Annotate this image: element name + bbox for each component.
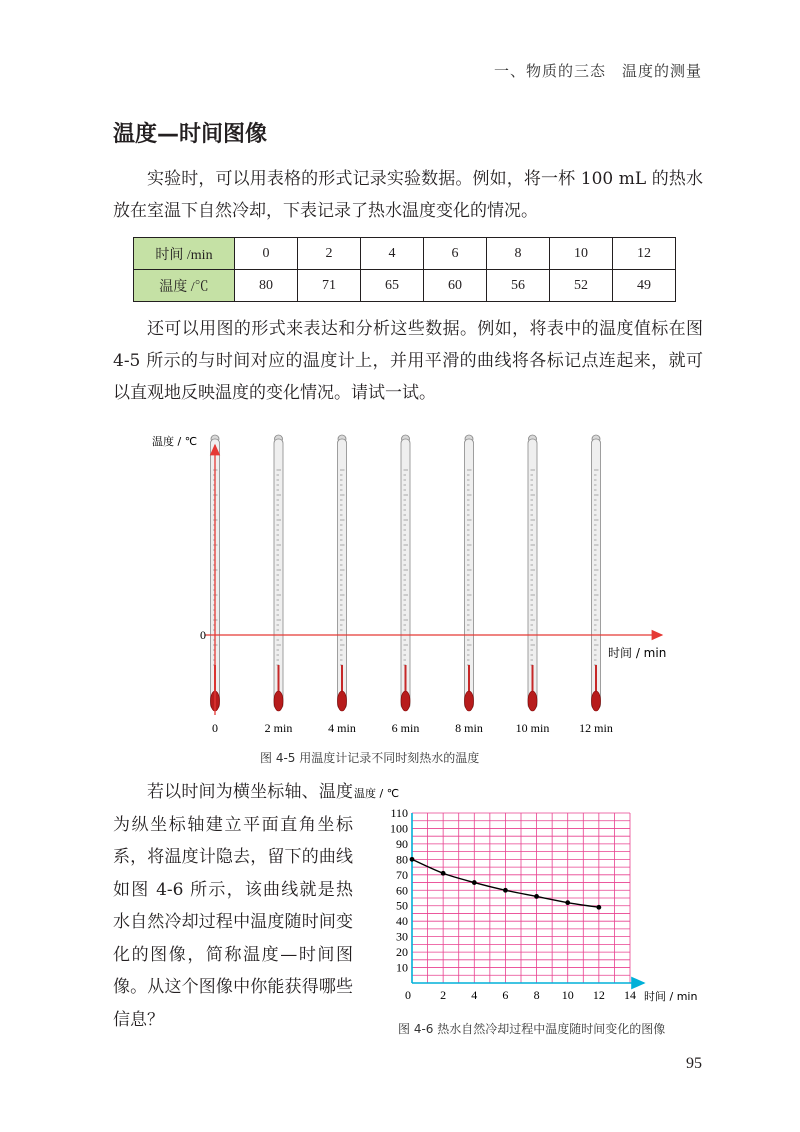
table-cell: 80 xyxy=(235,270,298,302)
thermometer-labels xyxy=(212,721,613,735)
y-tick-label: 80 xyxy=(396,852,408,867)
chart-grid xyxy=(412,813,630,983)
side-paragraph: 若以时间为横坐标轴、温度为纵坐标轴建立平面直角坐标系，将温度计隐去，留下的曲线如图 4-6 所示，该曲线就是热水自然冷却过程中温度随时间变化的图像，简称温度—时间图像。从这个图像中你能获得哪些信息？ xyxy=(113,782,353,1030)
y-axis-label: 温度 / ℃ xyxy=(152,435,198,448)
thermometer xyxy=(401,435,410,711)
table-cell: 71 xyxy=(298,270,361,302)
data-table xyxy=(133,237,676,302)
y-tick-label: 100 xyxy=(390,821,408,836)
thermometer-time-label: 0 xyxy=(212,721,218,735)
thermometer xyxy=(338,435,347,711)
y-tick-label: 50 xyxy=(396,898,408,913)
table-cell: 10 xyxy=(550,238,613,270)
thermometer-time-label: 4 min xyxy=(328,721,356,735)
table-cell: 6 xyxy=(424,238,487,270)
table-cell: 8 xyxy=(487,238,550,270)
table-cell: 12 xyxy=(613,238,676,270)
table-cell: 60 xyxy=(424,270,487,302)
intro-paragraph: 实验时，可以用表格的形式记录实验数据。例如，将一杯 100 mL 的热水放在室温下自然冷却，下表记录了热水温度变化的情况。 xyxy=(113,169,703,221)
x-tick-label: 8 xyxy=(533,988,540,1002)
chart-x-axis-label: 时间 / min xyxy=(644,990,698,1003)
data-point xyxy=(565,900,570,905)
thermometer xyxy=(465,435,474,711)
running-header: 一、物质的三态 温度的测量 xyxy=(493,62,702,80)
chart-y-axis-label: 温度 / ℃ xyxy=(354,787,400,800)
table-row-time xyxy=(134,238,676,270)
x-tick-label: 10 xyxy=(561,988,574,1002)
page-number: 95 xyxy=(686,1055,702,1072)
y-tick-label: 70 xyxy=(396,867,408,882)
thermometer xyxy=(528,435,537,711)
x-tick-label: 4 xyxy=(471,988,478,1002)
table-row-label: 时间 /min xyxy=(134,238,235,270)
section-title: 温度—时间图像 xyxy=(113,122,268,147)
table-cell: 49 xyxy=(613,270,676,302)
y-tick-label: 90 xyxy=(396,836,408,851)
x-tick-label: 6 xyxy=(502,988,509,1002)
x-tick-label: 0 xyxy=(405,988,411,1002)
second-paragraph: 还可以用图的形式来表达和分析这些数据。例如，将表中的温度值标在图 4-5 所示的与时间对应的温度计上，并用平滑的曲线将各标记点连起来，就可以直观地反映温度的变化情况。请试一试。 xyxy=(113,319,703,403)
y-tick-label: 30 xyxy=(396,929,408,944)
data-point xyxy=(441,871,446,876)
thermometer xyxy=(274,435,283,711)
figure-4-5 xyxy=(140,425,680,745)
data-point xyxy=(472,880,477,885)
thermometer-group xyxy=(211,435,601,711)
table-cell: 56 xyxy=(487,270,550,302)
table-row-label: 温度 /℃ xyxy=(134,270,235,302)
y-tick-label: 40 xyxy=(396,914,408,929)
data-point xyxy=(534,894,539,899)
table-cell: 52 xyxy=(550,270,613,302)
figure-4-6-caption: 图 4-6 热水自然冷却过程中温度随时间变化的图像 xyxy=(398,1022,666,1036)
x-tick-label: 12 xyxy=(592,988,605,1002)
thermometer-time-label: 10 min xyxy=(515,721,550,735)
thermometer xyxy=(592,435,601,711)
x-axis-label: 时间 / min xyxy=(608,646,667,660)
y-tick-labels xyxy=(390,806,408,975)
y-tick-label: 110 xyxy=(390,806,408,820)
figure-4-6-chart xyxy=(352,783,712,1013)
data-point xyxy=(410,857,415,862)
y-tick-label: 20 xyxy=(396,945,408,960)
y-tick-label: 10 xyxy=(396,960,408,975)
data-point xyxy=(503,888,508,893)
x-tick-label: 2 xyxy=(440,988,447,1002)
x-tick-labels xyxy=(405,988,636,1002)
thermometer-time-label: 8 min xyxy=(455,721,483,735)
thermometer-time-label: 12 min xyxy=(579,721,613,735)
data-point xyxy=(596,905,601,910)
origin-label: 0 xyxy=(200,628,206,642)
figure-4-5-caption: 图 4-5 用温度计记录不同时刻热水的温度 xyxy=(260,751,480,765)
thermometer-time-label: 6 min xyxy=(391,721,420,735)
table-row-temperature xyxy=(134,270,676,302)
table-cell: 0 xyxy=(235,238,298,270)
table-cell: 2 xyxy=(298,238,361,270)
y-tick-label: 60 xyxy=(396,883,408,898)
thermometer-time-label: 2 min xyxy=(264,721,293,735)
table-cell: 4 xyxy=(361,238,424,270)
table-cell: 65 xyxy=(361,270,424,302)
x-tick-label: 14 xyxy=(624,988,636,1002)
